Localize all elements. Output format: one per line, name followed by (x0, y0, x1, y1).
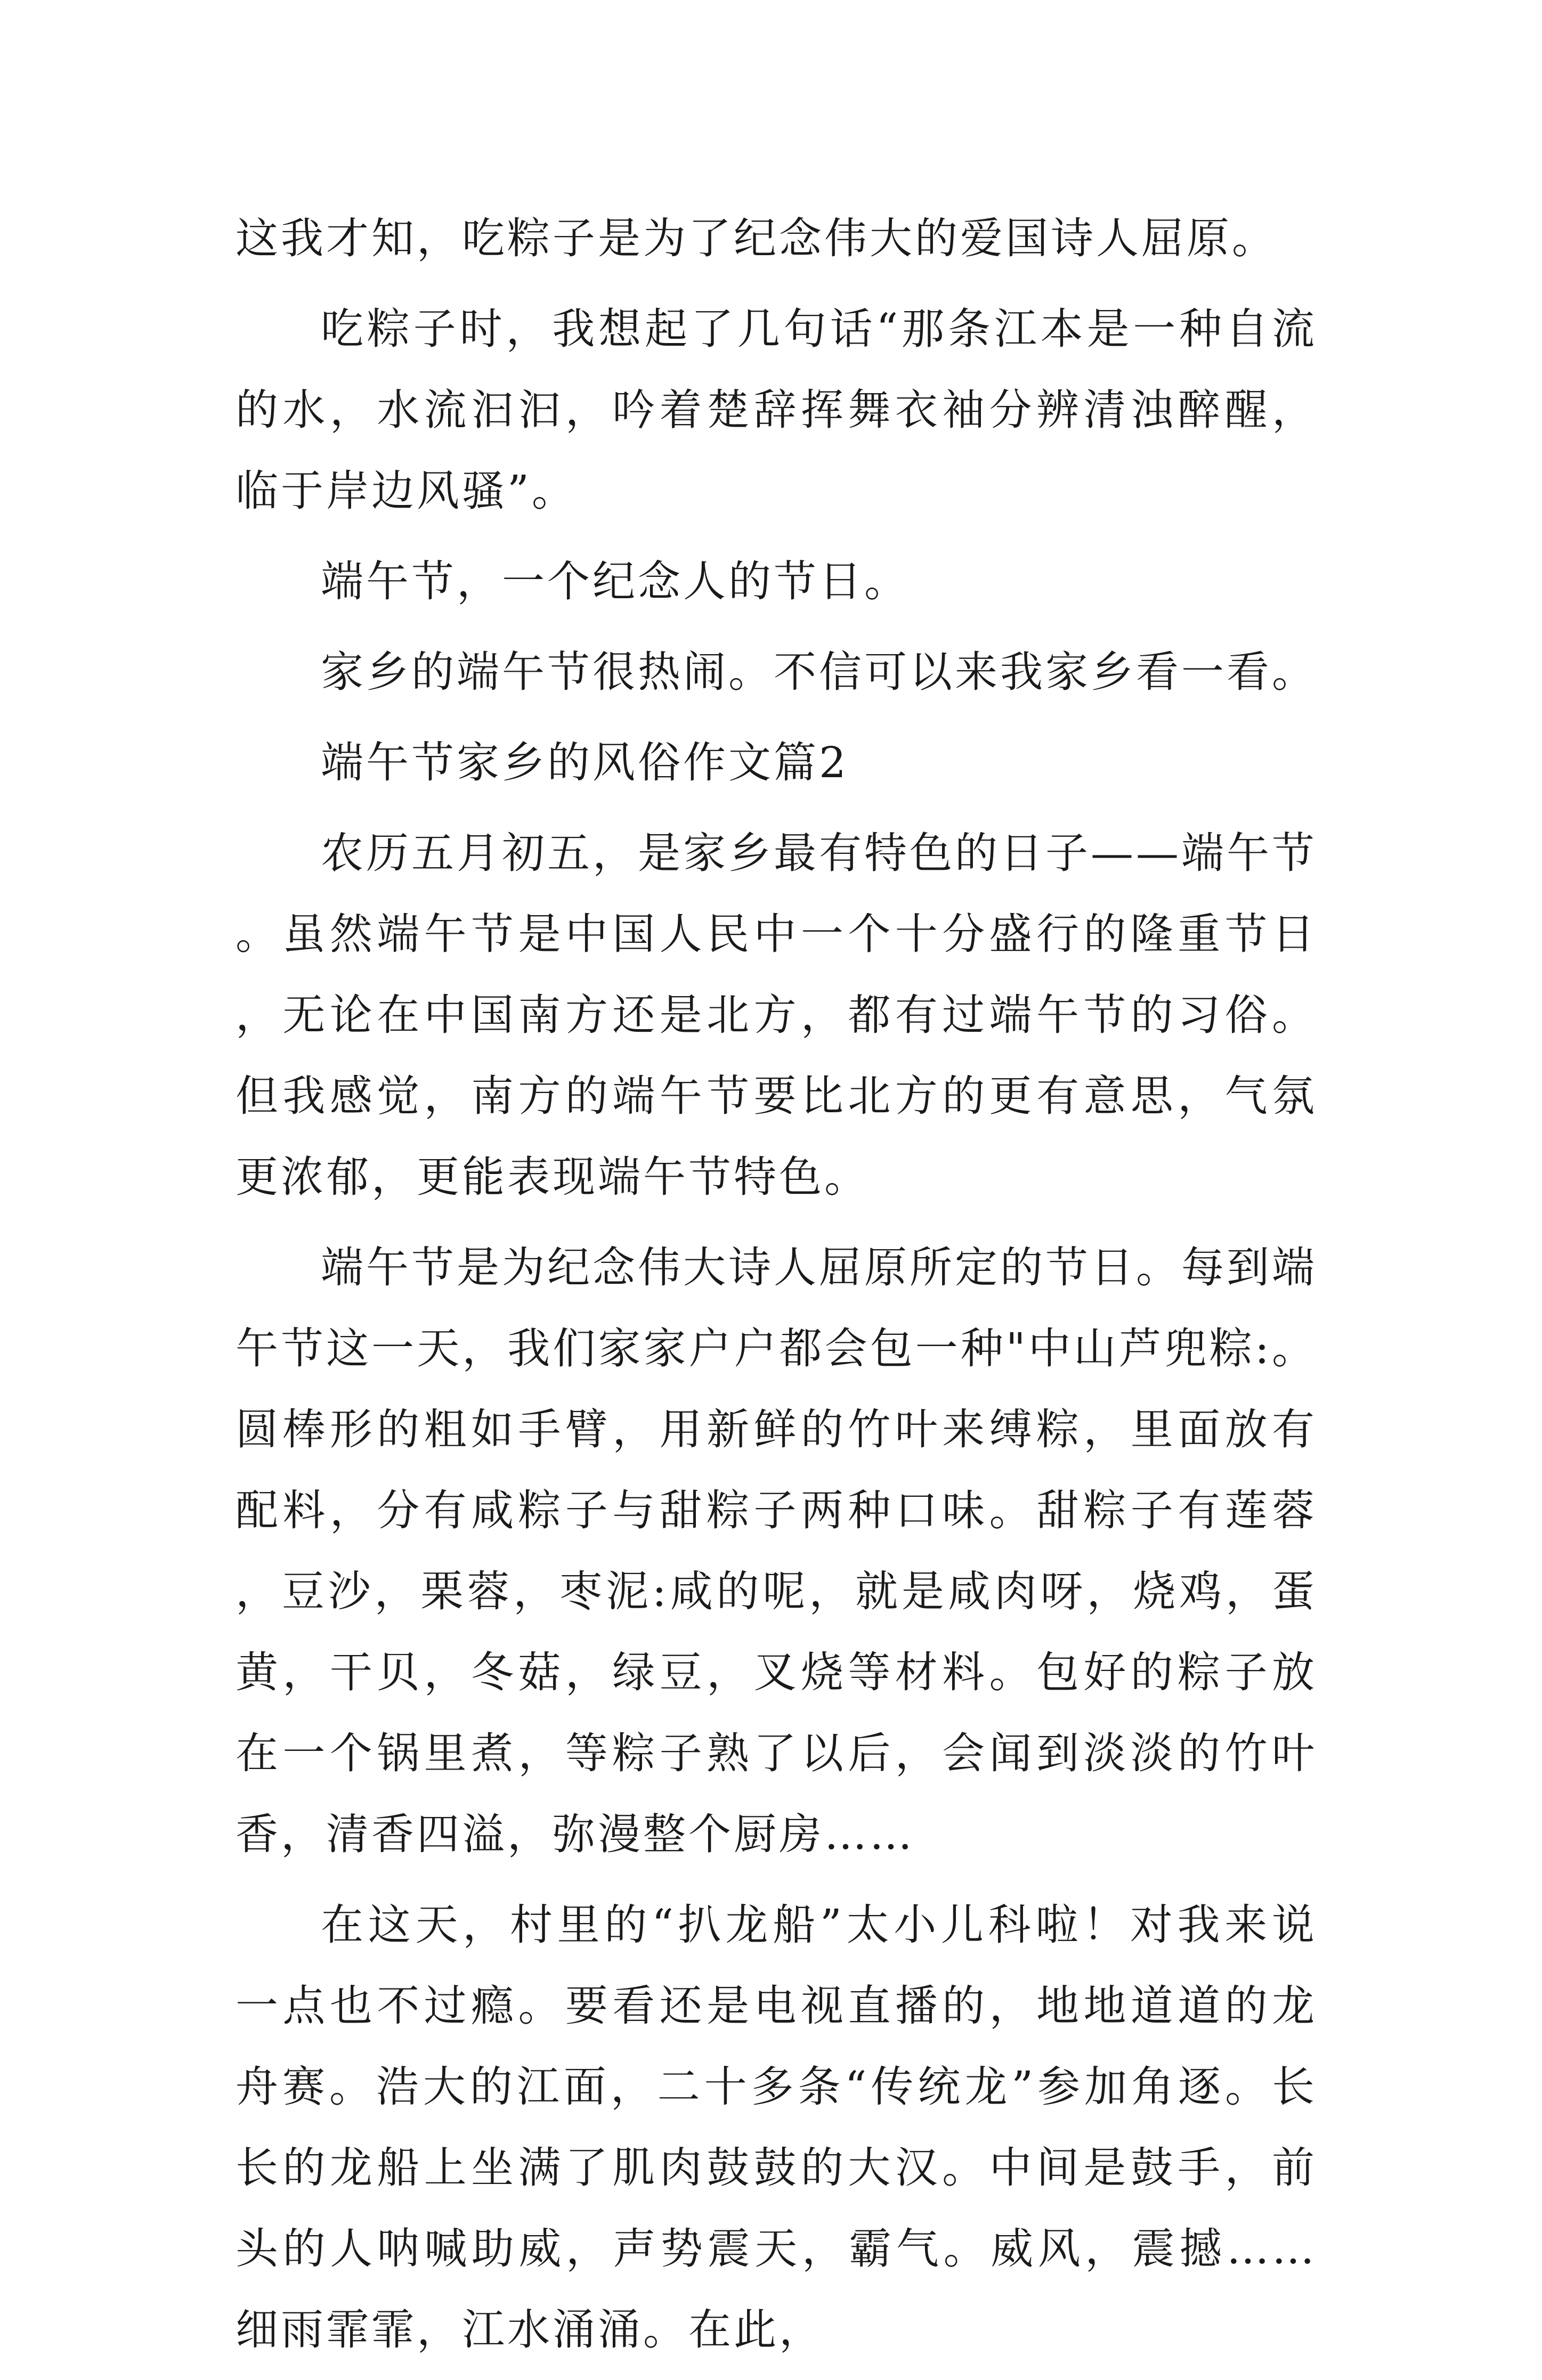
paragraph: 端午节是为纪念伟大诗人屈原所定的节日。每到端午节这一天，我们家家户户都会包一种"中山芦兜粽:。圆棒形的粗如手臂，用新鲜的竹叶来缚粽，里面放有配料，分有咸粽子与甜粽子两种口味。甜粽子有莲蓉，豆沙，栗蓉，枣泥:咸的呢，就是咸肉呀，烧鸡，蛋黄，干贝，冬菇，绿豆，叉烧等材料。包好的粽子放在一个锅里煮，等粽子熟了以后，会闻到淡淡的竹叶香，清香四溢，弥漫整个厨房…… (236, 1243, 1317, 1859)
paragraph: 家乡的端午节很热闹。不信可以来我家乡看一看。 (321, 647, 1317, 697)
paragraph: 农历五月初五，是家乡最有特色的日子——端午节。虽然端午节是中国人民中一个十分盛行的隆重节日，无论在中国南方还是北方，都有过端午节的习俗。但我感觉，南方的端午节要比北方的更有意思，气氛更浓郁，更能表现端午节特色。 (236, 828, 1317, 1202)
document-body (236, 198, 1317, 2380)
paragraph: 在这天，村里的“扒龙船”太小儿科啦！对我来说一点也不过瘾。要看还是电视直播的，地地道道的龙舟赛。浩大的江面，二十多条“传统龙”参加角逐。长长的龙船上坐满了肌肉鼓鼓的大汉。中间是鼓手，前头的人呐喊助威，声势震天，霸气。威风，震撼……细雨霏霏，江水涌涌。在此， (236, 1900, 1317, 2354)
paragraph: 这我才知，吃粽子是为了纪念伟大的爱国诗人屈原。 (236, 214, 1277, 263)
paragraph: 吃粽子时，我想起了几句话“那条江本是一种自流的水，水流汩汩，吟着楚辞挥舞衣袖分辨清浊醉醒，临于岸边风骚”。 (236, 304, 1317, 516)
paragraph: 端午节，一个纪念人的节日。 (321, 557, 910, 606)
section-heading: 端午节家乡的风俗作文篇2 (321, 738, 849, 787)
